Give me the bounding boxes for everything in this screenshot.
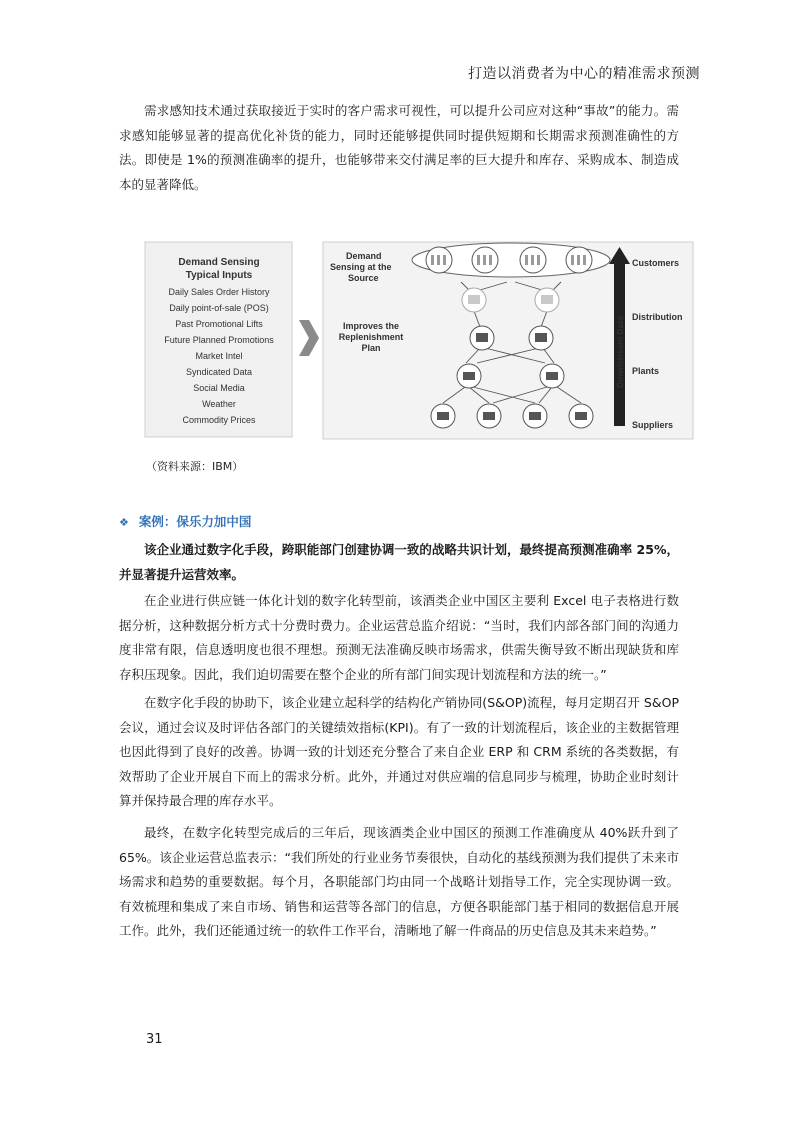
demand-sensing-figure <box>143 238 695 443</box>
case-paragraph-2: 在数字化手段的协助下，该企业建立起科学的结构化产销协同(S&OP)流程，每月定期召开 S&OP 会议，通过会议及时评估各部门的关键绩效指标(KPI)。有了一致的计划流程后，该企业的主数据管理也因此得到了良好的改善。协调一致的计划还充分整合了来自企业 ERP 和 CRM 系统的各类数据，有效帮助了企业开展自下而上的需求分析。此外，并通过对供应端的信息同步与梳理，协助企业时刻计算并保持最合理的库存水平。 <box>119 695 679 808</box>
input-item: Syndicated Data <box>185 367 253 377</box>
level-label-suppliers: Suppliers <box>632 420 674 430</box>
inputs-title-line2: Typical Inputs <box>185 270 253 281</box>
inputs-title-line1: Demand Sensing <box>178 257 260 268</box>
case-heading <box>119 512 251 530</box>
replenish-label-line3: Plan <box>361 343 381 353</box>
input-item: Weather <box>202 399 236 409</box>
replenish-label-line2: Replenishment <box>338 332 404 342</box>
downstream-label: Downstream Data <box>615 316 625 388</box>
source-label-line3: Source <box>348 273 379 283</box>
diamond-bullet-icon: ❖ <box>119 516 129 529</box>
input-item: Future Planned Promotions <box>164 335 274 345</box>
input-item: Daily Sales Order History <box>168 287 270 297</box>
input-item: Commodity Prices <box>182 415 256 425</box>
case-heading-text: 案例：保乐力加中国 <box>138 514 252 529</box>
input-item: Past Promotional Lifts <box>175 319 263 329</box>
level-label-plants: Plants <box>632 366 660 376</box>
figure-caption: （资料来源：IBM） <box>146 460 244 473</box>
flow-arrow-icon <box>299 320 319 356</box>
case-paragraph-3: 最终，在数字化转型完成后的三年后，现该酒类企业中国区的预测工作准确度从 40%跃升到了 65%。该企业运营总监表示：“我们所处的行业业务节奏很快，自动化的基线预测为我们提供了未来市场需求和趋势的重要数据。每个月，各职能部门均由同一个战略计划指导工作，完全实现协调一致。有效梳理和集成了来自市场、销售和运营等各部门的信息，方便各职能部门基于相同的数据信息开展工作。此外，我们还能通过统一的软件工作平台，清晰地了解一件商品的历史信息及其未来趋势。” <box>119 825 679 938</box>
case-lead-paragraph: 该企业通过数字化手段，跨职能部门创建协调一致的战略共识计划，最终提高预测准确率 25%，并显著提升运营效率。 <box>119 542 679 582</box>
input-item: Daily point-of-sale (POS) <box>169 303 269 313</box>
page-number: 31 <box>146 1032 163 1047</box>
case-paragraph-1: 在企业进行供应链一体化计划的数字化转型前，该酒类企业中国区主要利 Excel 电子表格进行数据分析，这种数据分析方式十分费时费力。企业运营总监介绍说：“当时，我们内部各部门间的沟通力度非常有限，信息透明度也很不理想。预测无法准确反映市场需求，供需失衡导致不断出现缺货和库存积压现象。因此，我们迫切需要在整个企业的所有部门间实现计划流程和方法的统一。” <box>119 593 679 682</box>
level-label-customers: Customers <box>632 258 680 268</box>
replenish-label-line1: Improves the <box>342 321 400 331</box>
input-item: Social Media <box>193 383 245 393</box>
page-header-title: 打造以消费者为中心的精准需求预测 <box>468 66 700 82</box>
source-label-line1: Demand <box>346 251 382 261</box>
level-label-distribution: Distribution <box>632 312 683 322</box>
input-item: Market Intel <box>195 351 243 361</box>
intro-paragraph: 需求感知技术通过获取接近于实时的客户需求可视性，可以提升公司应对这种“事故”的能力。需求感知能够显著的提高优化补货的能力，同时还能够提供同时提供短期和长期需求预测准确性的方法。即使是 1%的预测准确率的提升，也能够带来交付满足率的巨大提升和库存、采购成本、制造成本的显著降低。 <box>119 103 679 192</box>
source-label-line2: Sensing at the <box>330 262 392 272</box>
